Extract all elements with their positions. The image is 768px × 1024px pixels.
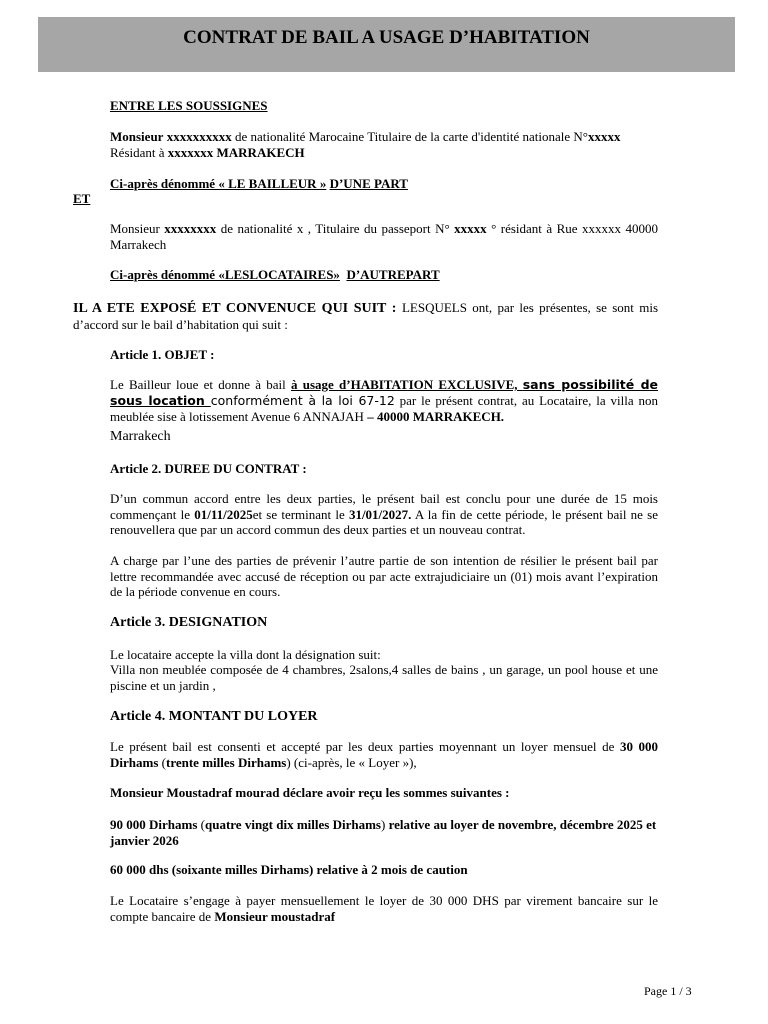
preamble bbox=[73, 300, 658, 332]
article4-sum2: 60 000 dhs (soixante milles Dirhams) relative à 2 mois de caution bbox=[110, 862, 468, 877]
bailleur-nationality: de nationalité Marocaine Titulaire de la carte d'identité nationale N° bbox=[231, 129, 588, 144]
article1-text-2: par le présent contrat, au Locataire, la villa non meublée sise à lotissement Avenue 6 ANNAJAH bbox=[110, 393, 658, 424]
article1-no-sublet: sans possibilité de sous location bbox=[110, 377, 658, 408]
article2-heading: Article 2. DUREE DU CONTRAT : bbox=[110, 461, 307, 476]
article2-text-1: D’un commun accord entre les deux parties, le présent bail est conclu pour une durée de 15 mois commençant le bbox=[110, 491, 658, 522]
article2-text-3: A la fin de cette période, le présent bail ne se renouvellera que par un accord commun des deux parties et un nouveau contrat. bbox=[110, 506, 658, 537]
article4-amount: 30 000 Dirhams bbox=[110, 739, 659, 770]
article4-sum1 bbox=[110, 817, 658, 848]
article4-rent bbox=[110, 739, 658, 770]
bailleur-designation bbox=[110, 176, 658, 192]
locataire-civility: Monsieur bbox=[110, 221, 165, 236]
article3-heading: Article 3. DESIGNATION bbox=[110, 615, 268, 630]
sum1-paren-close: ) bbox=[380, 817, 389, 832]
title-banner bbox=[38, 17, 735, 72]
bailleur-name: xxxxxxxxxx bbox=[166, 129, 232, 144]
article1-body bbox=[110, 377, 658, 425]
article4-text-2: ) (ci-après, le « Loyer »), bbox=[286, 754, 417, 770]
article4-payment-text: Le Locataire s’engage à payer mensuellement le loyer de 30 000 DHS par virement bancaire sur le compte bancaire de bbox=[110, 893, 658, 924]
locataire-passport: xxxxx bbox=[454, 221, 487, 236]
sum1-words: quatre vingt dix milles Dirhams bbox=[204, 817, 381, 832]
article4-receipt: Monsieur Moustadraf mourad déclare avoir reçu les sommes suivantes : bbox=[110, 785, 510, 800]
article1-heading: Article 1. OBJET : bbox=[110, 347, 215, 362]
article1-city: – 40000 MARRAKECH. bbox=[367, 409, 505, 424]
article2-body-1 bbox=[110, 491, 658, 538]
article4-text-1: Le présent bail est consenti et accepté par les deux parties moyennant un loyer mensuel de bbox=[110, 739, 620, 754]
locataire-nationality: de nationalité x , Titulaire du passeport N° bbox=[216, 221, 455, 236]
sum1-amount: 90 000 Dirhams bbox=[110, 817, 198, 832]
article2-body-2: A charge par l’une des parties de prévenir l’autre partie de son intention de résilier le présent bail par lettre recommandée avec accusé de réception ou par acte extrajudiciaire un (01) mois avant l’expiration de la période convenue en cours. bbox=[110, 553, 658, 599]
article4-heading: Article 4. MONTANT DU LOYER bbox=[110, 709, 318, 724]
bailleur-residence-label: Résidant à bbox=[110, 144, 168, 160]
article4-paren-open: ( bbox=[158, 754, 166, 770]
article1-text-1: Le Bailleur loue et donne à bail bbox=[110, 377, 291, 392]
bailleur-side: D’UNE PART bbox=[329, 176, 408, 191]
article2-end-date: 31/01/2027. bbox=[348, 506, 412, 522]
locataire-paragraph bbox=[110, 221, 658, 252]
document-title: CONTRAT DE BAIL A USAGE D’HABITATION bbox=[183, 27, 590, 48]
parties-connector: ET bbox=[73, 191, 91, 206]
article2-start-date: 01/11/2025 bbox=[194, 506, 253, 522]
page-number: Page 1 / 3 bbox=[644, 984, 692, 998]
bailleur-residence: xxxxxxx MARRAKECH bbox=[167, 144, 305, 160]
locataire-designation-text: Ci-après dénommé «LESLOCATAIRES» bbox=[110, 267, 340, 282]
article4-payment bbox=[110, 893, 658, 924]
article4-payee: Monsieur moustadraf bbox=[214, 908, 336, 924]
sum1-description: relative au loyer de novembre, décembre 2025 et janvier 2026 bbox=[110, 817, 657, 848]
bailleur-civility: Monsieur bbox=[110, 129, 164, 144]
article3-description: Villa non meublée composée de 4 chambres, 2salons,4 salles de bains , un garage, un pool house et une piscine et un jardin , bbox=[110, 662, 658, 693]
preamble-text: LESQUELS ont, par les présentes, se sont mis d’accord sur le bail d’habitation qui suit : bbox=[73, 300, 659, 332]
article1-place: Marrakech bbox=[110, 429, 171, 444]
preamble-lead: IL A ETE EXPOSÉ ET CONVENUCE QUI SUIT : bbox=[73, 301, 402, 316]
locataire-side: D’AUTREPART bbox=[346, 267, 440, 282]
article3-intro: Le locataire accepte la villa dont la désignation suit: bbox=[110, 647, 381, 662]
bailleur-id: xxxxx bbox=[587, 129, 621, 144]
bailleur-designation-text: Ci-après dénommé « LE BAILLEUR » bbox=[110, 176, 327, 191]
article1-usage: à usage d’HABITATION EXCLUSIVE, bbox=[291, 377, 523, 392]
article2-text-2: et se terminant le bbox=[252, 506, 349, 522]
article1-law: conformément à la loi 67-12 bbox=[210, 393, 395, 408]
bailleur-paragraph bbox=[110, 129, 658, 160]
article4-amount-words: trente milles Dirhams bbox=[165, 754, 287, 770]
locataire-residence: ° résidant à Rue xxxxxx 40000 Marrakech bbox=[110, 221, 658, 252]
locataire-name: xxxxxxxx bbox=[164, 221, 217, 236]
locataire-designation bbox=[110, 267, 658, 283]
parties-heading: ENTRE LES SOUSSIGNES bbox=[110, 98, 268, 113]
sum1-paren-open: ( bbox=[197, 817, 205, 832]
